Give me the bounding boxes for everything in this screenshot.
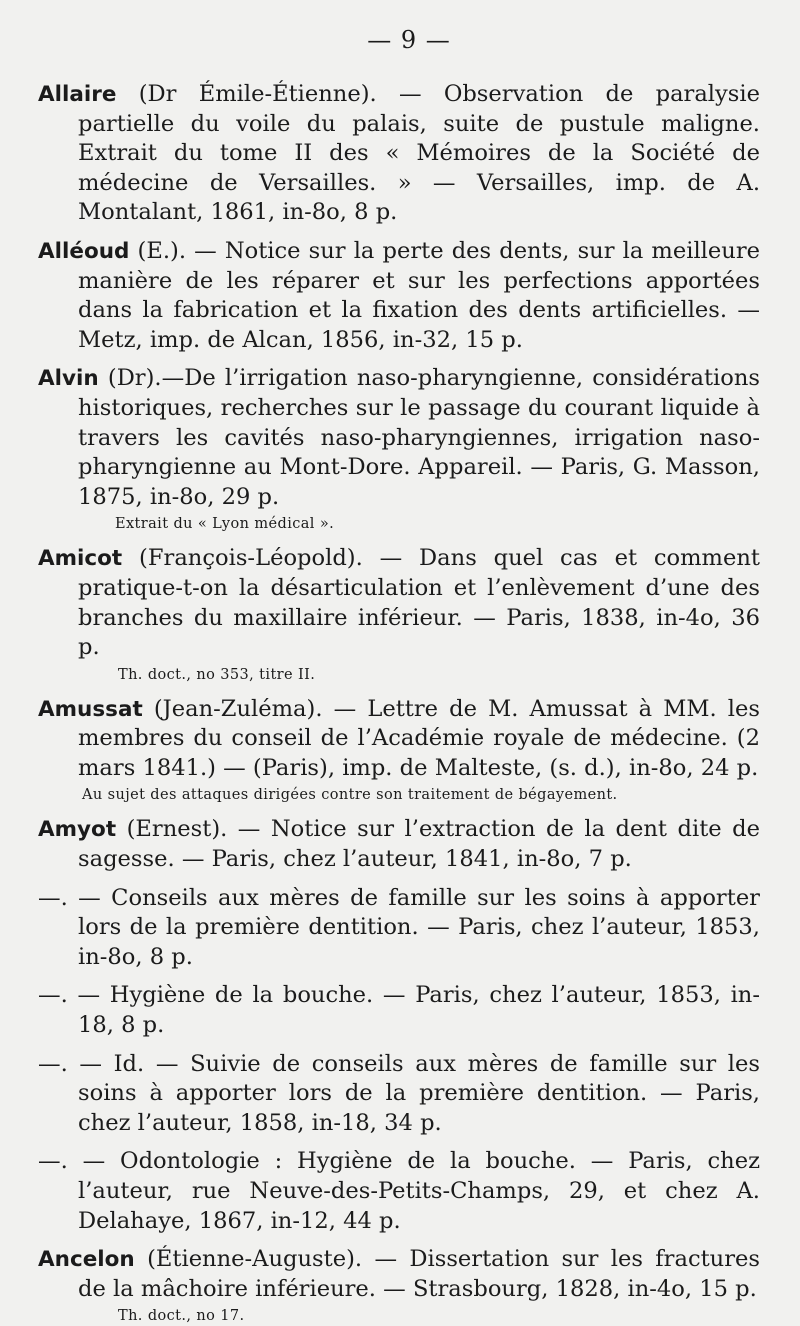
bibliography-entry — [38, 544, 760, 662]
entry-author: Amussat — [38, 696, 143, 722]
entry-text: — Dans quel cas et comment pratique-t-on la désarticulation et l’enlèvement d’une des branches du maxillaire inférieur. — Paris, 1838, in-4o, 36 p. — [78, 545, 760, 661]
entry-author-name: (Jean-Zuléma). — [153, 695, 323, 722]
entry-text: — Observation de paralysie partielle du voile du palais, suite de pustule maligne. Extrait du tome II des « Mémoires de la Société de médecine de Versailles. » — Versailles, imp. de A. Montalant, 1861, in-8o, 8 p. — [78, 81, 760, 226]
entry-note: Th. doct., no 17. — [118, 1308, 245, 1325]
entry-text: —De l’irrigation naso-pharyngienne, considérations historiques, recherches sur le passage du courant liquide à travers les cavités naso-pharyngiennes, irrigation naso-pharyngienne au Mont-Dore. Appareil. — Paris, G. Masson, 1875, in-8o, 29 p. — [78, 365, 760, 510]
entry-author-name: (Dr). — [107, 365, 162, 392]
entry-text: — Notice sur la perte des dents, sur la meilleure manière de les réparer et sur les perfections apportées dans la fabrication et la fixation des dents artificielles. — Metz, imp. de Alcan, 1856, in-32, 15 p. — [78, 237, 760, 353]
entry-author: Amyot — [38, 817, 117, 843]
entry-author-name: (François-Léopold). — [139, 545, 363, 572]
entry-author: Ancelon — [38, 1247, 135, 1273]
entry-text: —. — Odontologie : Hygiène de la bouche. — Paris, chez l’auteur, rue Neuve-des-Petits-Champs, 29, et chez A. Delahaye, 1867, in-12, 44 p. — [38, 1148, 760, 1234]
bibliography-entry — [38, 1245, 760, 1304]
bibliography-entry — [38, 237, 760, 355]
entry-author-name: (E.). — [137, 237, 187, 264]
entry-text: — Notice sur l’extraction de la dent dite de sagesse. — Paris, chez l’auteur, 1841, in-8o, 7 p. — [78, 816, 760, 873]
entry-author: Alvin — [38, 366, 99, 392]
page-number: — 9 — — [367, 26, 451, 54]
entry-text: — Dissertation sur les fractures de la mâchoire inférieure. — Strasbourg, 1828, in-4o, 15 p. — [78, 1246, 760, 1302]
bibliography-entry — [38, 364, 760, 512]
entry-author-name: (Ernest). — [126, 816, 228, 843]
entry-author: Allaire — [38, 82, 117, 107]
entry-author-name: (Dr Émile-Étienne). — [138, 81, 377, 107]
entry-note: Th. doct., no 353, titre II. — [118, 666, 316, 683]
entry-note: Extrait du « Lyon médical ». — [115, 516, 335, 533]
entry-text: —. — Id. — Suivie de conseils aux mères de famille sur les soins à apporter lors de la première dentition. — Paris, chez l’auteur, 1858, in-18, 34 p. — [38, 1050, 760, 1136]
entry-text: —. — Hygiène de la bouche. — Paris, chez l’auteur, 1853, in-18, 8 p. — [38, 982, 760, 1039]
entry-author-name: (Étienne-Auguste). — [147, 1246, 363, 1273]
bibliography-entry — [38, 1050, 760, 1139]
bibliography-entry — [38, 695, 760, 784]
entry-note: Au sujet des attaques dirigées contre son traitement de bégayement. — [82, 787, 618, 804]
bibliography-entry — [38, 1147, 760, 1236]
bibliography-entry — [38, 815, 760, 874]
entry-text: — Lettre de M. Amussat à MM. les membres du conseil de l’Académie royale de médecine. (2 mars 1841.) — (Paris), imp. de Malteste, (s. d.), in-8o, 24 p. — [78, 695, 760, 781]
bibliography-entry — [38, 80, 760, 228]
bibliography-entry — [38, 884, 760, 973]
entry-author: Amicot — [38, 546, 123, 572]
entry-author: Alléoud — [38, 238, 130, 264]
entry-text: —. — Conseils aux mères de famille sur les soins à apporter lors de la première dentition. — Paris, chez l’auteur, 1853, in-8o, 8 p. — [38, 884, 760, 970]
bibliography-entry — [38, 981, 760, 1040]
